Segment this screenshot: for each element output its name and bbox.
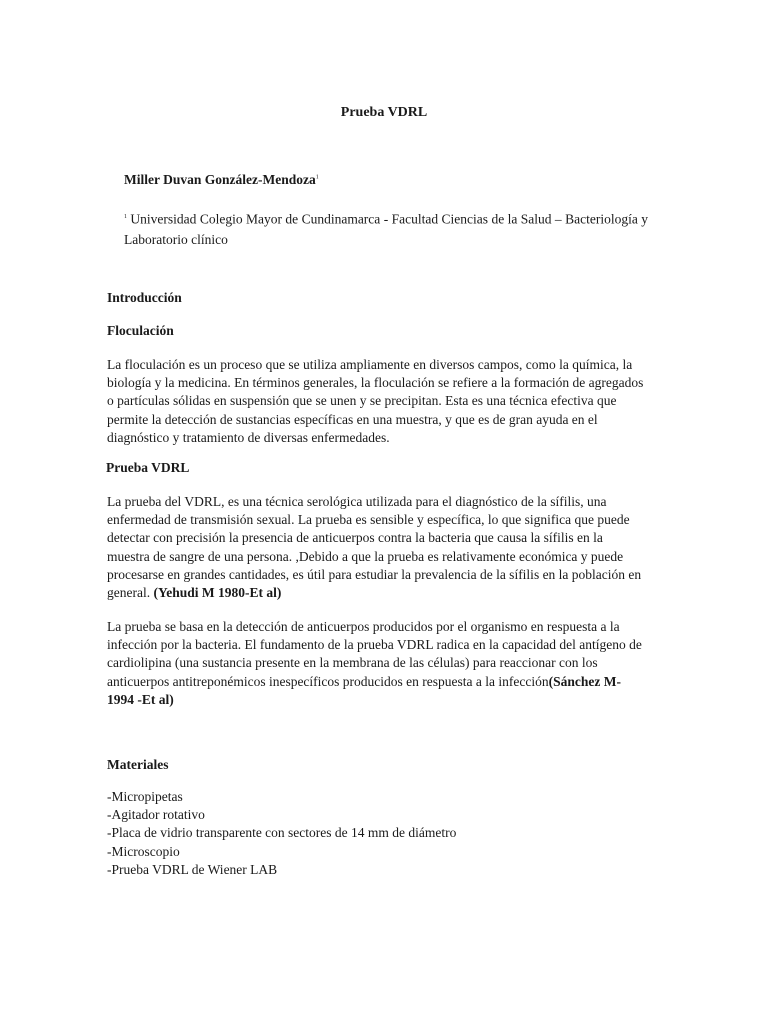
- vdrl-reference-1: (Yehudi M 1980-Et al): [153, 585, 282, 601]
- vdrl-heading: Prueba VDRL: [106, 460, 190, 475]
- floculacion-paragraph: La floculación es un proceso que se utiliza ampliamente en diversos campos, como la química, la biología y la medicina. En términos generales, la floculación se refiere a la formación de agregados o partículas sólidas en suspensión que se unen y se precipitan. Esta es una técnica efectiva que permite la detección de sustancias específicas en una muestra, y que es de gran ayuda en el diagnóstico y tratamiento de diversas enfermedades.: [107, 357, 644, 445]
- intro-heading: Introducción: [107, 290, 182, 305]
- document-title: Prueba VDRL: [340, 105, 428, 120]
- list-item: -Agitador rotativo: [107, 807, 205, 823]
- materials-heading: Materiales: [107, 757, 169, 772]
- author-line: [124, 172, 319, 188]
- list-item: -Micropipetas: [107, 789, 183, 804]
- vdrl-paragraph-2-text: La prueba se basa en la detección de anticuerpos producidos por el organismo en respuesta a la infección por la bacteria. El fundamento de la prueba VDRL radica en la capacidad del antígeno de cardiolipina (una sustancia presente en la membrana de las células) para reaccionar con los anticuerpos antitreponémicos inespecíficos producidos en respuesta a la infección: [107, 619, 642, 689]
- vdrl-reference-2: (Sánchez M-1994 -Et al): [107, 673, 621, 707]
- affiliation-mark: 1: [124, 214, 127, 220]
- author-mark: 1: [315, 174, 319, 181]
- list-item: -Prueba VDRL de Wiener LAB: [107, 861, 278, 877]
- affiliation: [124, 207, 648, 250]
- list-item: -Microscopio: [107, 843, 180, 859]
- materials-list: [107, 788, 456, 879]
- vdrl-paragraph-1: [107, 493, 647, 602]
- floculacion-heading: Floculación: [107, 323, 174, 338]
- list-item: -Placa de vidrio transparente con sectores de 14 mm de diámetro: [107, 825, 457, 841]
- vdrl-paragraph-1-text: La prueba del VDRL, es una técnica serológica utilizada para el diagnóstico de la sífilis, una enfermedad de transmisión sexual. La prueba es sensible y específica, lo que significa que puede detectar con precisión la presencia de anticuerpos contra la bacteria que causa la sífilis en la muestra de sangre de una persona. ,Debido a que la prueba es relativamente económica y puede procesarse en grandes cantidades, es útil para estudiar la prevalencia de la sífilis en la población en general.: [107, 494, 642, 601]
- vdrl-paragraph-2: [107, 618, 647, 709]
- author-name: Miller Duvan González-Mendoza: [124, 172, 316, 187]
- affiliation-text: Universidad Colegio Mayor de Cundinamarca - Facultad Ciencias de la Salud – Bacteriología y Laboratorio clínico: [124, 211, 648, 247]
